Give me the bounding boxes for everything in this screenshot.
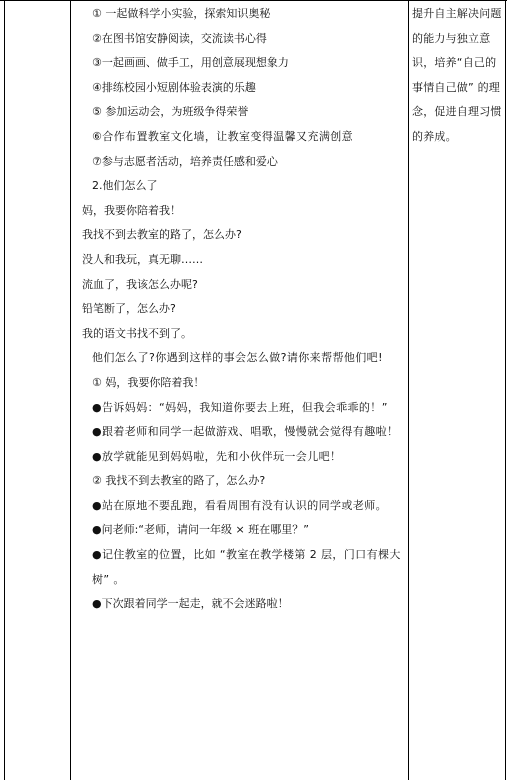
text-line: 我找不到去教室的路了，怎么办? bbox=[82, 228, 242, 242]
text-line: ●记住教室的位置，比如 “教室在教学楼第 2 层，门口有棵大树” 。 bbox=[92, 548, 401, 586]
table-border-top bbox=[0, 0, 507, 1]
section-heading: 2.他们怎么了 bbox=[92, 179, 158, 193]
text-line: ●下次跟着同学一起走，就不会迷路啦！ bbox=[92, 597, 289, 611]
text-line: ●站在原地不要乱跑，看看周围有没有认识的同学或老师。 bbox=[92, 498, 387, 512]
column-divider bbox=[408, 0, 409, 780]
text-line: 我的语文书找不到了。 bbox=[82, 326, 192, 340]
table-border-right bbox=[505, 0, 506, 780]
text-line: ① 妈，我要你陪着我！ bbox=[92, 375, 205, 389]
text-line: ③一起画画、做手工，用创意展现想象力 bbox=[92, 56, 289, 70]
text-line: 他们怎么了?你遇到这样的事会怎么做?请你来帮帮他们吧! bbox=[92, 351, 383, 365]
text-line: 妈，我要你陪着我！ bbox=[82, 203, 181, 217]
design-intent-cell bbox=[412, 2, 502, 150]
design-intent-text: 提升自主解决问题的能力与独立意识，培养“自己的事情自己做” 的理念，促进自理习惯的养成。 bbox=[412, 7, 502, 143]
text-line: ② 我找不到去教室的路了，怎么办? bbox=[92, 474, 266, 488]
text-line: ④排练校园小短剧体验表演的乐趣 bbox=[92, 80, 256, 94]
text-line: ① 一起做科学小实验，探索知识奥秘 bbox=[92, 7, 271, 20]
text-line: ⑦参与志愿者活动，培养责任感和爱心 bbox=[92, 154, 278, 168]
text-line: ●跟着老师和同学一起做游戏、唱歌，慢慢就会觉得有趣啦！ bbox=[92, 425, 399, 439]
text-line: ●告诉妈妈：“妈妈，我知道你要去上班，但我会乖乖的！” bbox=[92, 400, 388, 414]
text-line: ●问老师:“老师，请问一年级 × 班在哪里？” bbox=[92, 523, 309, 537]
column-divider bbox=[70, 0, 71, 780]
text-line: ⑤ 参加运动会，为班级争得荣誉 bbox=[92, 105, 249, 119]
text-line: ②在图书馆安静阅读，交流读书心得 bbox=[92, 31, 267, 45]
text-line: 流血了，我该怎么办呢? bbox=[82, 277, 198, 291]
text-line: 铅笔断了，怎么办? bbox=[82, 302, 176, 316]
text-line: ⑥合作布置教室文化墙，让教室变得温馨又充满创意 bbox=[92, 129, 354, 143]
table-border-left bbox=[4, 0, 5, 780]
text-line: ●放学就能见到妈妈啦，先和小伙伴玩一会儿吧！ bbox=[92, 449, 342, 463]
activity-content-cell bbox=[82, 2, 404, 617]
text-line: 没人和我玩，真无聊…… bbox=[82, 252, 203, 266]
